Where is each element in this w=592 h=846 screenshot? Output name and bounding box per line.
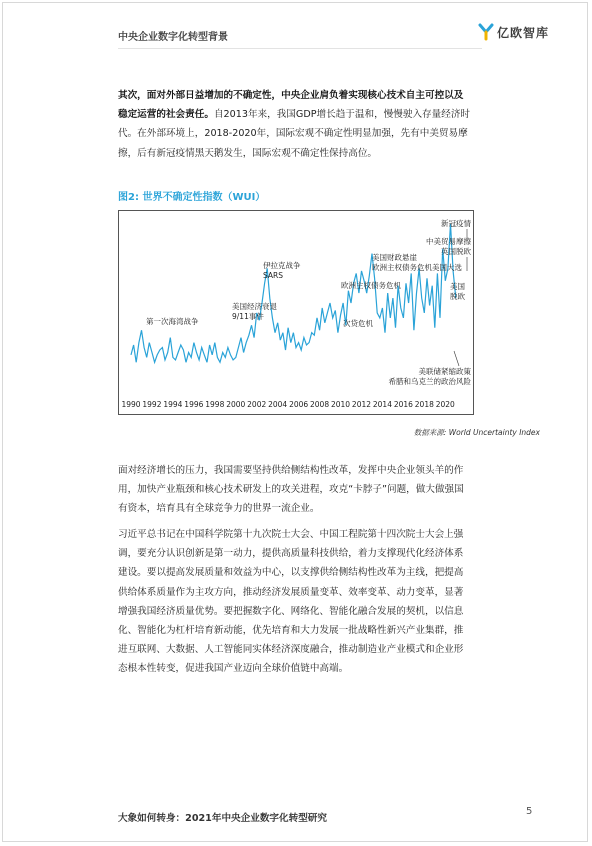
x-tick-label: 2000 bbox=[226, 400, 246, 409]
annotation-eu-debt-1: 欧洲主权债务危机 bbox=[372, 263, 432, 272]
x-tick-label: 2004 bbox=[268, 400, 288, 409]
annotation-covid: 新冠疫情 bbox=[441, 219, 471, 228]
x-tick-label: 2006 bbox=[289, 400, 309, 409]
chart-source: 数据来源: World Uncertainty Index bbox=[413, 428, 540, 437]
paragraph-3: 习近平总书记在中国科学院第十九次院士大会、中国工程院第十四次院士大会上强调，要充分认识创新是第一动力，提供高质量科技供给，着力支撑现代化经济体系建设。要以提高发展质量和效益为中心，以支撑供给侧结构性改革为主线，把提高供给体系质量作为主攻方向，推动经济发展质量变革、效率变革、动力变革，显著增强我国经济质量优势。要把握数字化、网络化、智能化融合发展的契机，以信息化、智能化为杠杆培育新动能，优先培育和大力发展一批战略性新兴产业集群，推进互联网、大数据、人工智能同实体经济深度融合，推动制造业产业模式和企业形态根本性转变，促进我国产业迈向全球价值链中高端。 bbox=[118, 529, 464, 675]
annotation-sars: SARS bbox=[263, 271, 284, 280]
wui-series-line bbox=[131, 224, 456, 362]
x-tick-label: 1994 bbox=[163, 400, 183, 409]
leader-line-fed bbox=[454, 351, 459, 366]
annotation-iraq-war: 伊拉克战争 bbox=[263, 261, 301, 270]
page-number: 5 bbox=[526, 806, 533, 817]
x-tick-label: 2016 bbox=[393, 400, 413, 409]
annotation-us-election: 美国大选 bbox=[432, 263, 462, 272]
x-tick-label: 2014 bbox=[372, 400, 392, 409]
annotation-greece-ukraine: 希腊和乌克兰的政治风险 bbox=[388, 377, 471, 386]
wui-chart-svg bbox=[119, 211, 473, 414]
paragraph-1 bbox=[118, 86, 472, 163]
x-tick-label: 1992 bbox=[142, 400, 162, 409]
annotation-eu-debt-2: 欧洲主权债务危机 bbox=[341, 281, 401, 290]
annotation-fed-tightening: 美联储紧缩政策 bbox=[418, 367, 471, 376]
paragraph-2: 面对经济增长的压力，我国需要坚持供给侧结构性改革，发挥中央企业领头羊的作用，加快产业瓶颈和核心技术研发上的攻关进程，攻克“卡脖子”问题，做大做强国有资本，培育具有全球竞争力的世界一流企业。 bbox=[118, 465, 464, 515]
annotation-911: 9/11事件 bbox=[232, 312, 264, 321]
paragraph-1-bold: 其次，面对外部日益增加的不确定性，中央企业肩负着实现核心技术自主可控以及稳定运营的社会责任。 bbox=[118, 90, 464, 121]
footer-title: 大象如何转身：2021年中央企业数字化转型研究 bbox=[118, 813, 327, 824]
header-title: 中央企业数字化转型背景 bbox=[118, 32, 228, 43]
x-tick-label: 2018 bbox=[414, 400, 434, 409]
x-tick-label: 1990 bbox=[121, 400, 141, 409]
header-divider bbox=[118, 48, 482, 49]
annotation-us-recession: 美国经济衰退 bbox=[232, 302, 277, 311]
paragraph-1-text: 自2013年来，我国GDP增长趋于温和，慢慢驶入存量经济时代。在外部环境上，2018-2020年，国际宏观不确定性明显加强，先有中美贸易摩擦，后有新冠疫情黑天鹅发生，国际宏观不确定性保持高位。 bbox=[118, 109, 471, 159]
x-tick-label: 1996 bbox=[184, 400, 204, 409]
x-tick-label: 2008 bbox=[310, 400, 330, 409]
annotation-trade-friction: 中美贸易摩擦 bbox=[426, 237, 471, 246]
x-tick-label: 2002 bbox=[247, 400, 267, 409]
logo bbox=[478, 22, 549, 42]
annotation-uk-brexit: 英国脱欧 bbox=[441, 247, 471, 256]
annotation-subprime: 次贷危机 bbox=[343, 319, 373, 328]
x-tick-label: 1998 bbox=[205, 400, 225, 409]
annotation-us-brexit-1: 美国 bbox=[450, 282, 465, 291]
x-tick-label: 2012 bbox=[351, 400, 372, 409]
wui-chart bbox=[118, 210, 474, 415]
x-tick-label: 2010 bbox=[330, 400, 351, 409]
logo-text: 亿欧智库 bbox=[497, 25, 550, 40]
annotation-gulf-war: 第一次海湾战争 bbox=[146, 317, 199, 326]
annotation-us-brexit-2: 脱欧 bbox=[450, 292, 465, 301]
logo-icon bbox=[478, 23, 494, 41]
annotation-us-fiscal-cliff: 美国财政悬崖 bbox=[372, 253, 417, 262]
x-tick-label: 2020 bbox=[435, 400, 455, 409]
figure-caption: 图2: 世界不确定性指数（WUI） bbox=[118, 192, 266, 203]
